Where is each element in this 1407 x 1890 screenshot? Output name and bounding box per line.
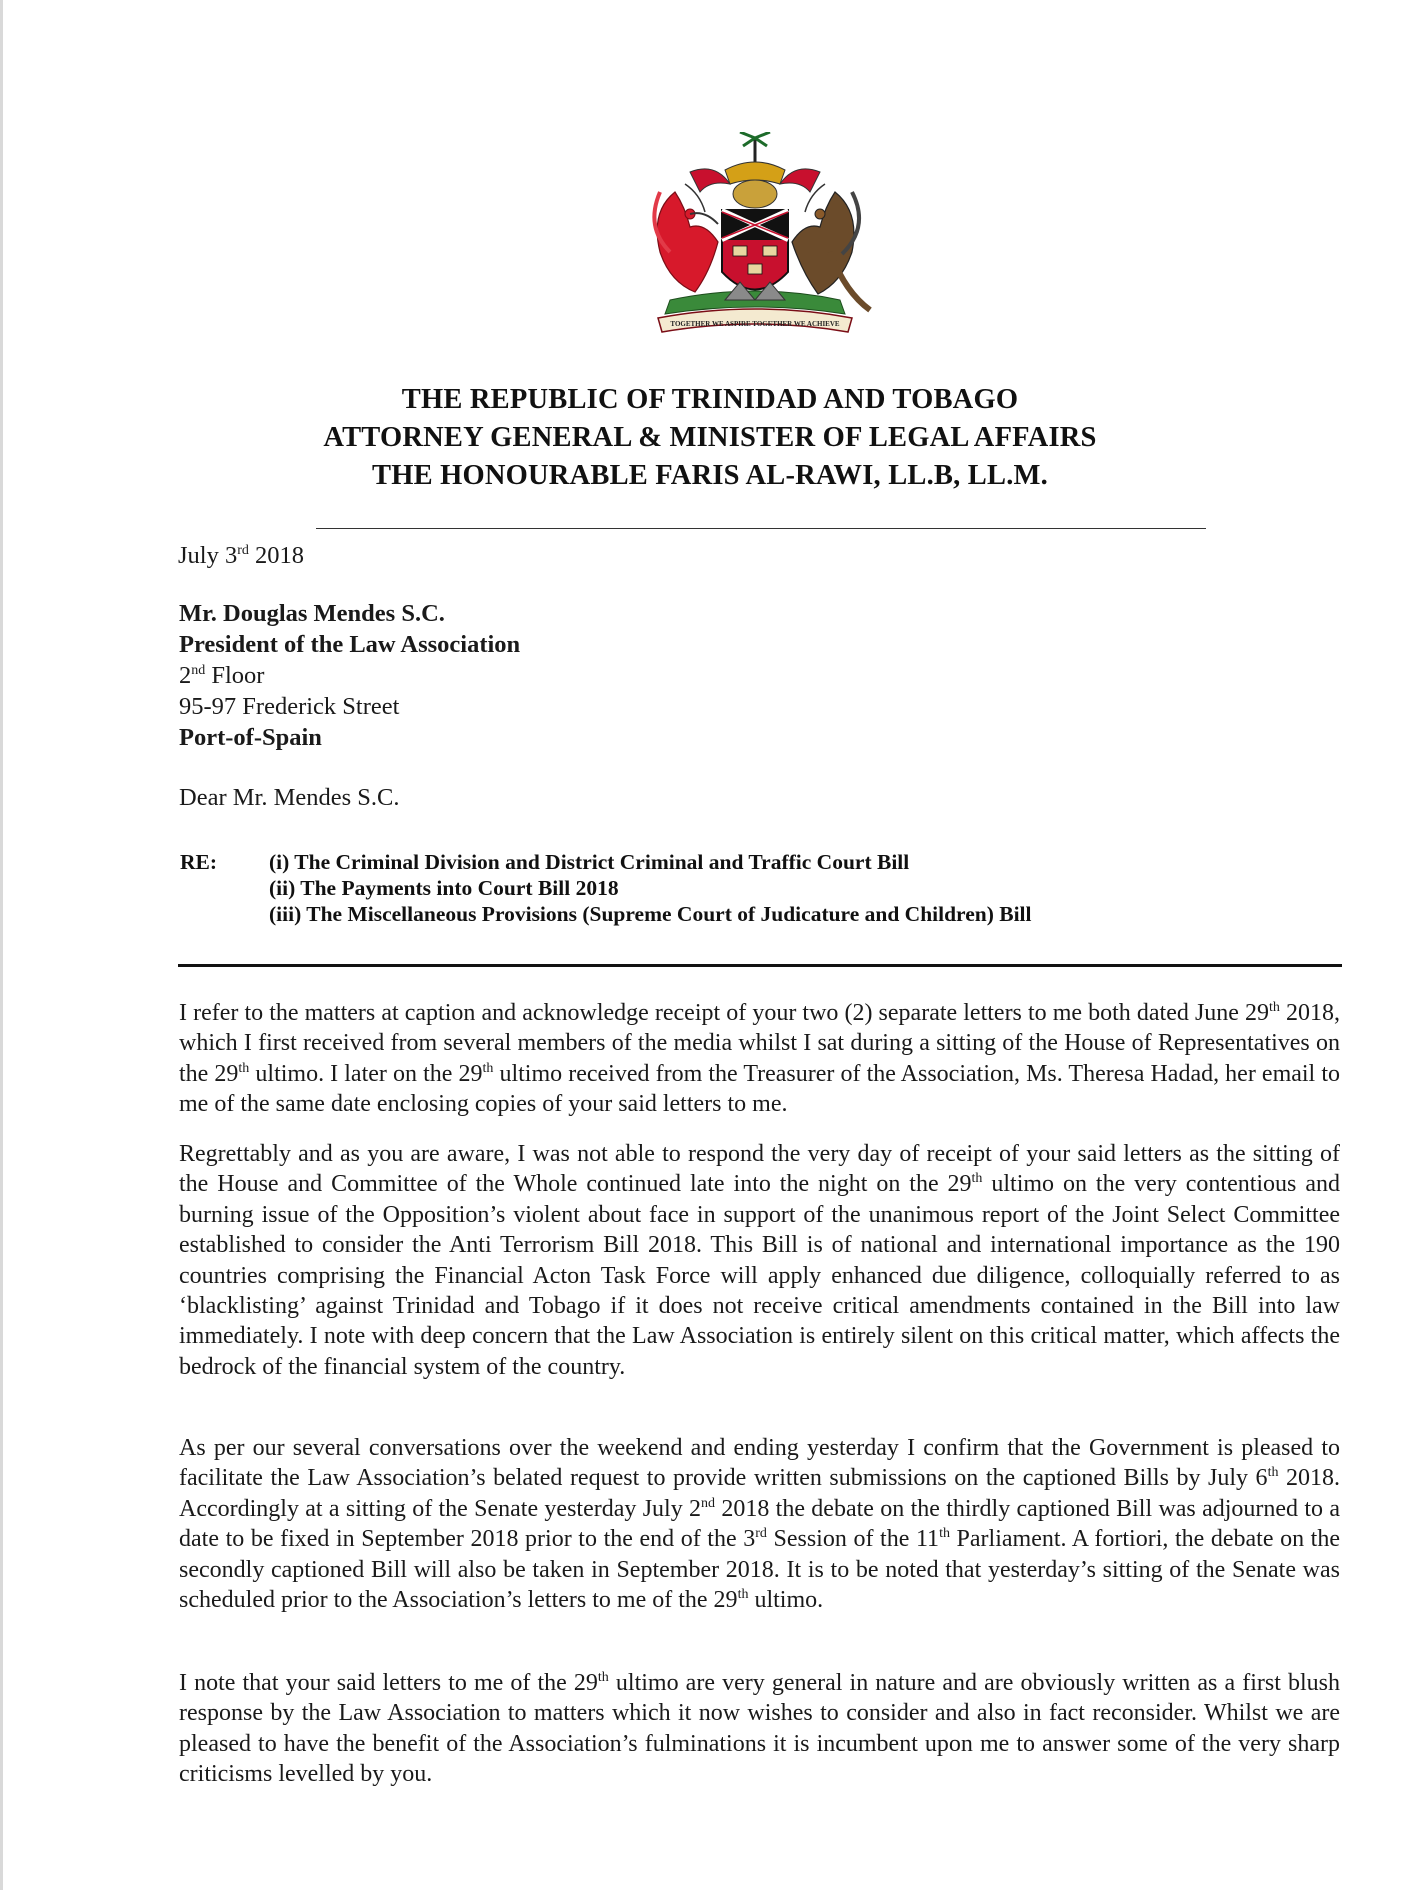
re-item-3: (iii) The Miscellaneous Provisions (Supreme Court of Judicature and Children) Bill xyxy=(269,902,1032,926)
recipient-floor: 2nd Floor xyxy=(179,662,265,689)
re-label: RE: xyxy=(180,850,218,874)
recipient-name: Mr. Douglas Mendes S.C. xyxy=(179,600,445,627)
letter-date: July 3rd 2018 xyxy=(178,542,305,569)
heading-office: ATTORNEY GENERAL & MINISTER OF LEGAL AFFAIRS xyxy=(323,422,1097,453)
header-divider xyxy=(316,528,1206,529)
coat-of-arms-icon xyxy=(630,132,880,354)
body-paragraph-4: I note that your said letters to me of the 29th ultimo are very general in nature and are obviously written as a first blush response by the Law Association to matters which it now wishes to consider and also in fact reconsider. Whilst we are pleased to have the benefit of the Association’s fulminations it is incumbent upon me to answer some of the very sharp criticisms levelled by you. xyxy=(179,1670,1340,1788)
recipient-city: Port-of-Spain xyxy=(179,724,322,751)
body-paragraph-3: As per our several conversations over the weekend and ending yesterday I confirm that the Government is pleased to facilitate the Law Association’s belated request to provide written submissions on the captioned Bills by July 6th 2018. Accordingly at a sitting of the Senate yesterday July 2nd 2018 the debate on the thirdly captioned Bill was adjourned to a date to be fixed in September 2018 prior to the end of the 3rd Session of the 11th Parliament. A fortiori, the debate on the secondly captioned Bill will also be taken in September 2018. It is to be noted that yesterday’s sitting of the Senate was scheduled prior to the Association’s letters to me of the 29th ultimo. xyxy=(179,1435,1341,1614)
re-item-1: (i) The Criminal Division and District Criminal and Traffic Court Bill xyxy=(269,850,910,874)
subject-divider xyxy=(178,964,1342,967)
page-edge xyxy=(0,0,3,1890)
re-item-2: (ii) The Payments into Court Bill 2018 xyxy=(269,876,619,900)
recipient-street: 95-97 Frederick Street xyxy=(179,693,400,720)
heading-minister-name: THE HONOURABLE FARIS AL-RAWI, LL.B, LL.M. xyxy=(372,460,1048,491)
body-paragraph-2: Regrettably and as you are aware, I was not able to respond the very day of receipt of your said letters as the sitting of the House and Committee of the Whole continued late into the night on the 29th ultimo on the very contentious and burning issue of the Opposition’s violent about face in support of the unanimous report of the Joint Select Committee established to consider the Anti Terrorism Bill 2018. This Bill is of national and international importance as the 190 countries comprising the Financial Acton Task Force will apply enhanced due diligence, colloquially referred to as ‘blacklisting’ against Trinidad and Tobago if it does not receive critical amendments contained in the Bill into law immediately. I note with deep concern that the Law Association is entirely silent on this critical matter, which affects the bedrock of the financial system of the country. xyxy=(179,1141,1340,1380)
heading-republic: THE REPUBLIC OF TRINIDAD AND TOBAGO xyxy=(401,384,1019,415)
body-paragraph-1: I refer to the matters at caption and acknowledge receipt of your two (2) separate letters to me both dated June 29th 2018, which I first received from several members of the media whilst I sat during a sitting of the House of Representatives on the 29th ultimo. I later on the 29th ultimo received from the Treasurer of the Association, Ms. Theresa Hadad, her email to me of the same date enclosing copies of your said letters to me. xyxy=(179,1000,1341,1118)
salutation: Dear Mr. Mendes S.C. xyxy=(179,784,400,811)
recipient-title: President of the Law Association xyxy=(179,631,521,658)
motto-text: TOGETHER WE ASPIRE TOGETHER WE ACHIEVE xyxy=(670,320,840,328)
